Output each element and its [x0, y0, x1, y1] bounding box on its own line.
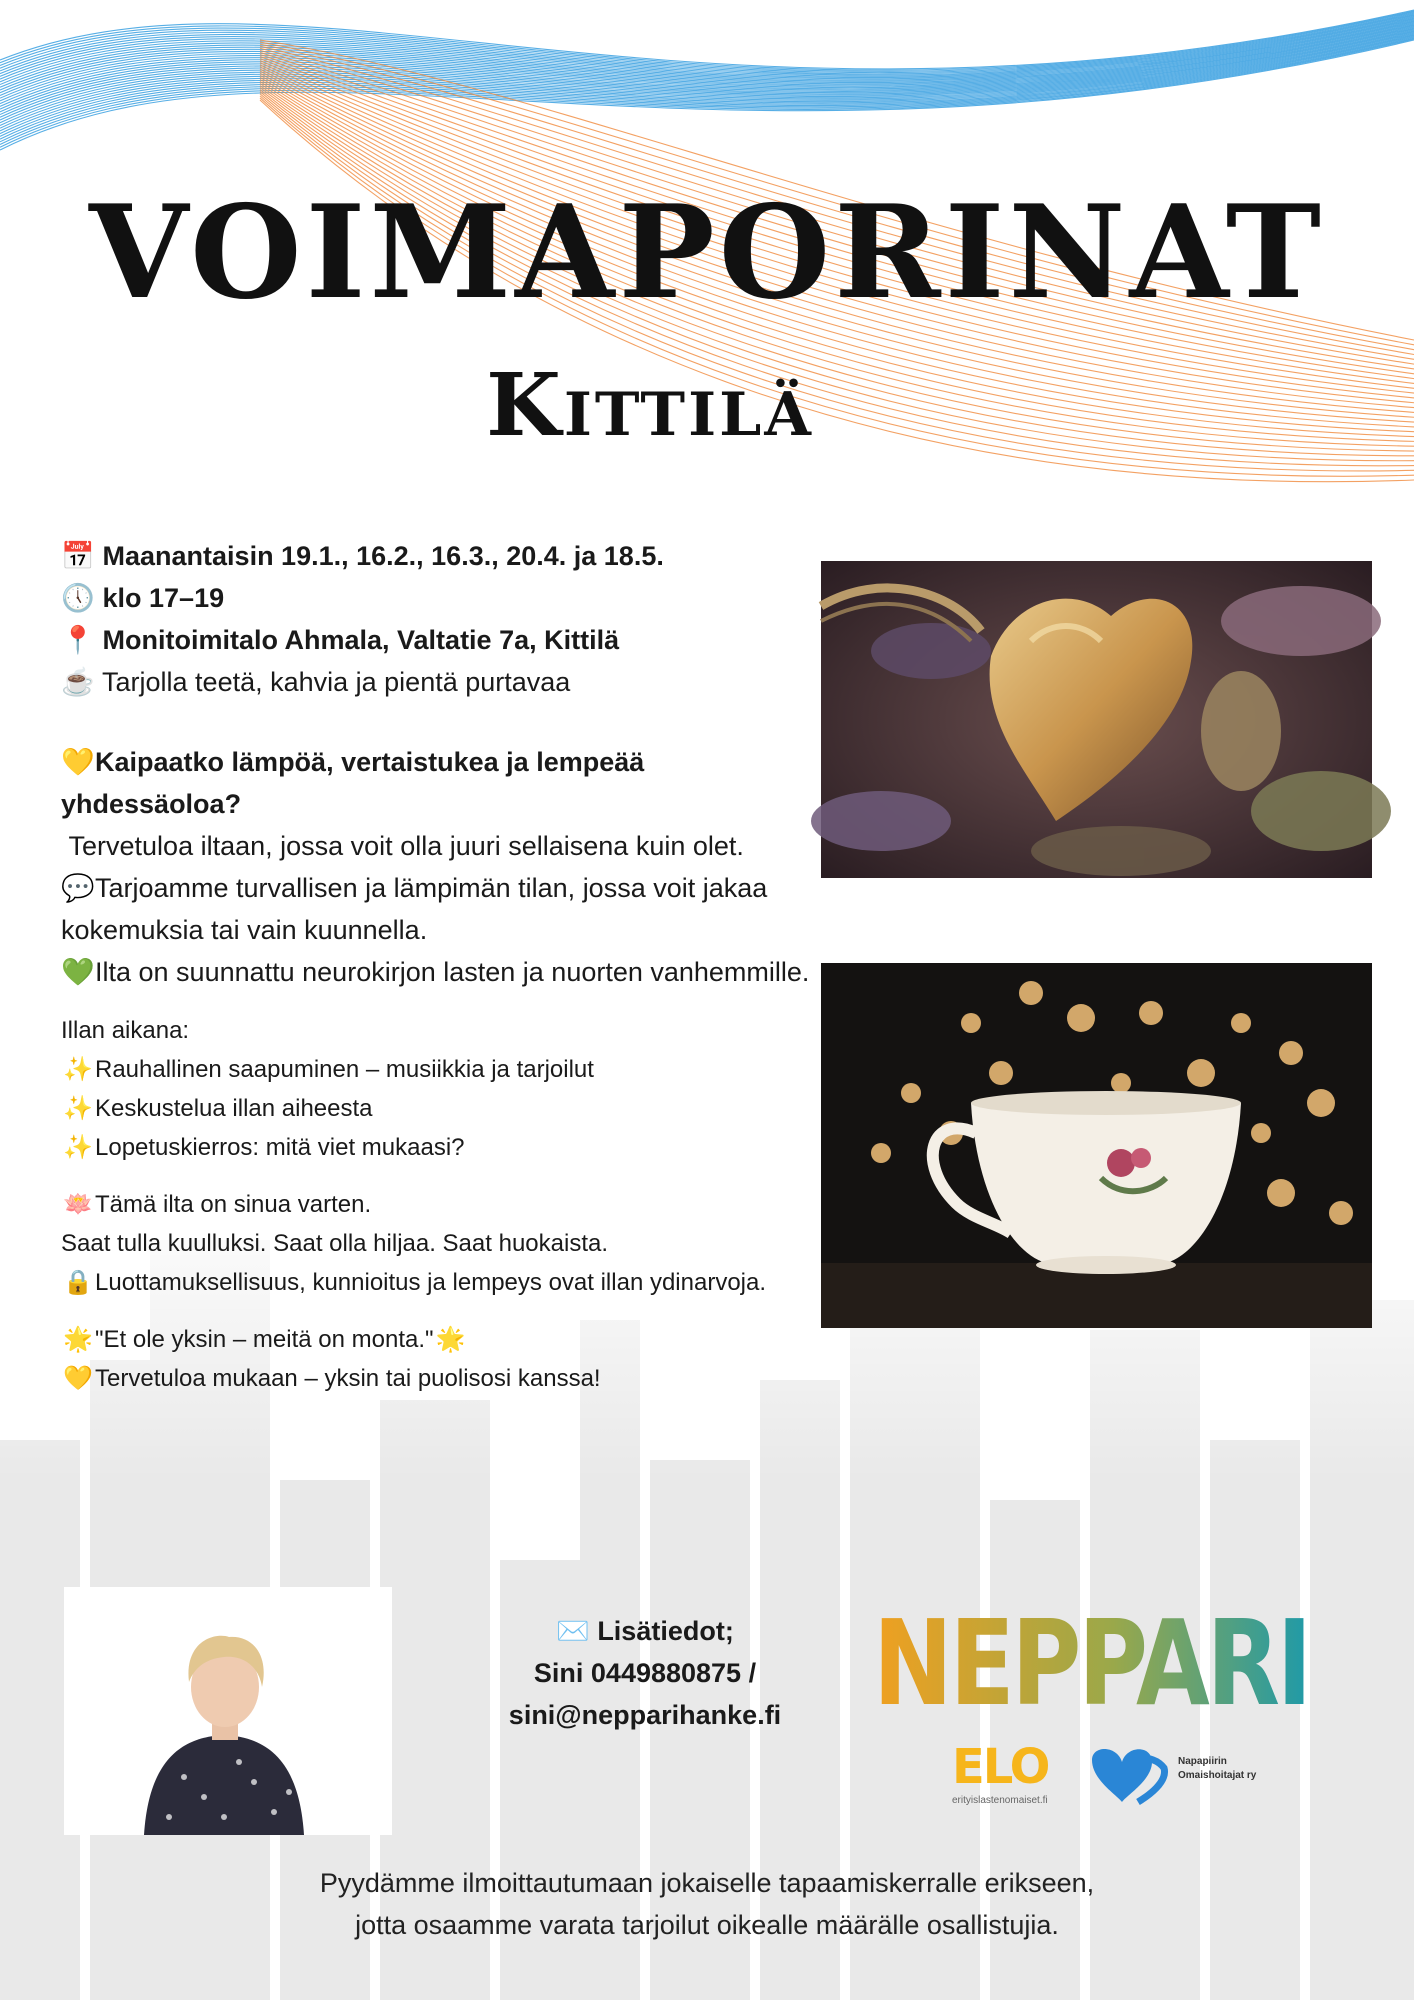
evening-item — [61, 1050, 821, 1089]
neppari-logo-text: NEPPARI — [873, 1594, 1309, 1732]
sparkles-icon: ✨ — [63, 1134, 93, 1161]
intro-question — [61, 741, 821, 825]
closing-welcome-line — [61, 1359, 821, 1398]
napapiirin-heart-logo-icon — [1082, 1740, 1172, 1804]
quote-line — [61, 1320, 821, 1359]
registration-note-line: jotta osaamme varata tarjoilut oikealle määrälle osallistujia. — [355, 1910, 1059, 1940]
bokeh-light — [1187, 1059, 1215, 1087]
registration-note-line: Pyydämme ilmoittautumaan jokaiselle tapaamiskerralle erikseen, — [319, 1868, 1095, 1898]
contact-label-text: Lisätiedot; — [597, 1616, 734, 1646]
calendar-icon: 📅 — [61, 541, 95, 571]
values-line — [61, 1263, 821, 1302]
coffee-icon: ☕ — [61, 667, 95, 697]
envelope-icon: ✉️ — [556, 1616, 590, 1646]
bokeh-light — [901, 1083, 921, 1103]
yellow-heart-icon: 💛 — [63, 1365, 93, 1392]
contact-label — [475, 1610, 815, 1652]
bokeh-light — [989, 1061, 1013, 1085]
bokeh-light — [1307, 1089, 1335, 1117]
clock-icon: 🕔 — [61, 583, 95, 613]
evening-item-text: Lopetuskierros: mitä viet mukaasi? — [95, 1134, 465, 1161]
lock-icon: 🔒 — [63, 1269, 93, 1296]
neppari-logo — [873, 1594, 1313, 1732]
intro-safe-space-text: Tarjoamme turvallisen ja lämpimän tilan, jossa voit jakaa kokemuksia tai vain kuunnella. — [61, 873, 768, 945]
star-icon: 🌟 — [63, 1326, 93, 1353]
bokeh-light — [1279, 1041, 1303, 1065]
bokeh-light — [1111, 1073, 1131, 1093]
for-you-line: Saat tulla kuulluksi. Saat olla hiljaa. Saat huokaista. — [61, 1230, 608, 1257]
for-you-line — [61, 1185, 821, 1224]
elo-logo: ELO — [952, 1739, 1049, 1795]
contact-person-photo — [64, 1587, 392, 1835]
napapiirin-logo-text — [1178, 1755, 1256, 1783]
green-heart-icon: 💚 — [61, 957, 95, 987]
values-text: Luottamuksellisuus, kunnioitus ja lempeys ovat illan ydinarvoja. — [95, 1269, 767, 1296]
star-icon: 🌟 — [435, 1326, 466, 1353]
evening-item-text: Rauhallinen saapuminen – musiikkia ja tarjoilut — [95, 1056, 594, 1083]
bokeh-light — [1267, 1179, 1295, 1207]
sparkles-icon: ✨ — [63, 1095, 93, 1122]
place-line — [61, 619, 821, 661]
bokeh-light — [1251, 1123, 1271, 1143]
napapiirin-logo-line: Napapiirin — [1178, 1756, 1227, 1767]
event-info — [61, 535, 821, 1398]
bokeh-light — [1067, 1004, 1095, 1032]
for-you-text: Tämä ilta on sinua varten. — [95, 1191, 372, 1218]
time-line — [61, 577, 821, 619]
dates-line — [61, 535, 821, 577]
refreshments-line — [61, 661, 821, 703]
yellow-heart-icon: 💛 — [61, 747, 95, 777]
closing-welcome-text: Tervetuloa mukaan – yksin tai puolisosi kanssa! — [95, 1365, 601, 1392]
bokeh-light — [1139, 1001, 1163, 1025]
napapiirin-logo-line: Omaishoitajat ry — [1178, 1770, 1257, 1781]
contact-name-phone: Sini 0449880875 / — [533, 1658, 757, 1688]
event-title: VOIMAPORINAT — [89, 178, 1325, 328]
lotus-icon: 🪷 — [63, 1191, 93, 1218]
refreshments-text: Tarjolla teetä, kahvia ja pientä purtavaa — [102, 667, 571, 697]
intro-target-text: Ilta on suunnattu neurokirjon lasten ja nuorten vanhemmille. — [95, 957, 810, 987]
registration-note — [0, 1862, 1414, 1946]
intro-welcome — [61, 825, 821, 867]
heart-photo — [821, 561, 1372, 878]
event-location-title: Kittilä — [486, 355, 814, 456]
time-text: klo 17–19 — [102, 583, 225, 613]
quote-text: "Et ole yksin – meitä on monta." — [95, 1326, 434, 1353]
evening-heading: Illan aikana: — [61, 1017, 190, 1044]
sparkles-icon: ✨ — [63, 1056, 93, 1083]
place-text: Monitoimitalo Ahmala, Valtatie 7a, Kittilä — [102, 625, 620, 655]
intro-safe-space — [61, 867, 821, 951]
speech-bubble-icon: 💬 — [61, 873, 95, 903]
evening-item — [61, 1089, 821, 1128]
intro-target — [61, 951, 821, 993]
bokeh-light — [1329, 1201, 1353, 1225]
elo-logo-subtitle: erityislastenomaiset.fi — [952, 1795, 1048, 1806]
intro-question-text: Kaipaatko lämpöä, vertaistukea ja lempeää yhdessäoloa? — [61, 747, 645, 819]
pin-icon: 📍 — [61, 625, 95, 655]
bokeh-light — [961, 1013, 981, 1033]
evening-item-text: Keskustelua illan aiheesta — [95, 1095, 373, 1122]
bokeh-light — [1019, 981, 1043, 1005]
contact-info — [475, 1610, 815, 1736]
dates-text: Maanantaisin 19.1., 16.2., 16.3., 20.4. ja 18.5. — [102, 541, 664, 571]
bokeh-light — [871, 1143, 891, 1163]
teacup-photo — [821, 963, 1372, 1328]
bokeh-light — [1231, 1013, 1251, 1033]
evening-item — [61, 1128, 821, 1167]
contact-email[interactable]: sini@nepparihanke.fi — [508, 1700, 782, 1730]
intro-welcome-text: Tervetuloa iltaan, jossa voit olla juuri sellaisena kuin olet. — [68, 831, 744, 861]
